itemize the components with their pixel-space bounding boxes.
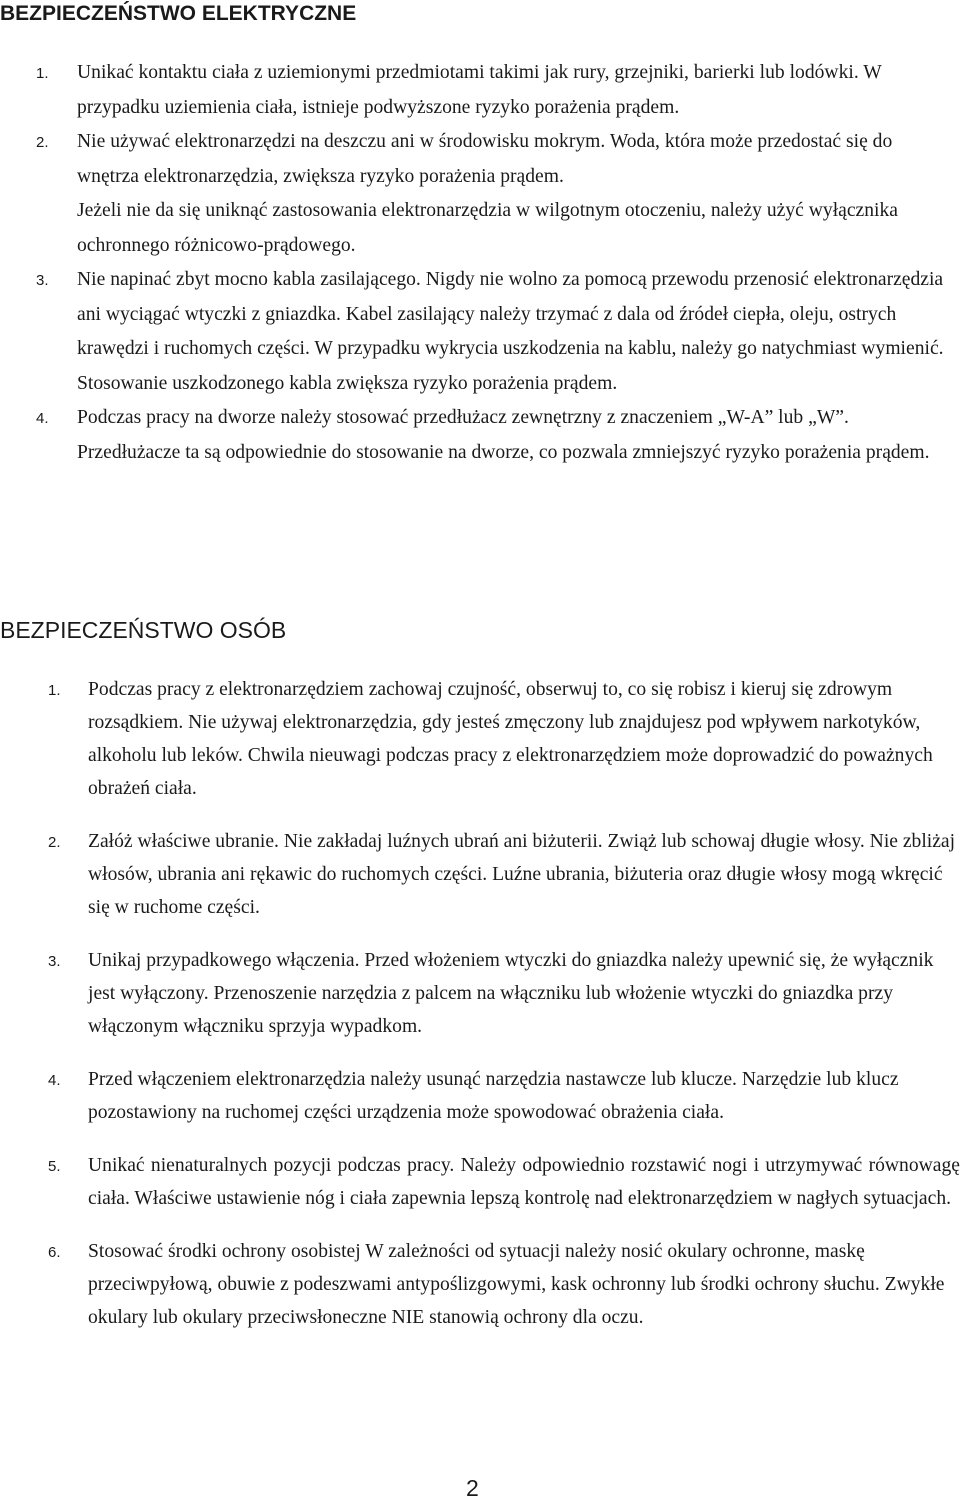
electrical-safety-list [36, 56, 948, 470]
page-number: 2 [466, 1475, 479, 1501]
item-number: 2. [36, 134, 49, 151]
item-number: 5. [48, 1158, 61, 1175]
item-text: Unikaj przypadkowego włączenia. Przed włożeniem wtyczki do gniazdka należy upewnić się, że wyłącznik jest wyłączony. Przenoszenie narzędzia z palcem na włączniku lub włożenie wtyczki do gniazdka przy włączonym włączniku sprzyja wypadkom. [88, 950, 934, 1037]
section-title-electrical-safety: BEZPIECZEŃSTWO ELEKTRYCZNE [0, 2, 357, 25]
item-number: 1. [48, 682, 61, 699]
item-text: Załóż właściwe ubranie. Nie zakładaj luźnych ubrań ani biżuterii. Zwiąż lub schowaj długie włosy. Nie zbliżaj włosów, ubrania ani rękawic do ruchomych części. Luźne ubrania, biżuteria oraz długie włosy mogą wkręcić się w ruchome części. [88, 831, 956, 918]
item-number: 1. [36, 65, 49, 82]
list-item [36, 125, 948, 263]
list-item [48, 944, 960, 1043]
item-text: Podczas pracy z elektronarzędziem zachowaj czujność, obserwuj to, co się robisz i kieruj się zdrowym rozsądkiem. Nie używaj elektronarzędzia, gdy jesteś zmęczony lub znajdujesz pod wpływem narkotyków, alkoholu lub leków. Chwila nieuwagi podczas pracy z elektronarzędziem może doprowadzić do poważnych obrażeń ciała. [88, 679, 933, 799]
item-text: Nie napinać zbyt mocno kabla zasilającego. Nigdy nie wolno za pomocą przewodu przenosić elektronarzędzia ani wyciągać wtyczki z gniazdka. Kabel zasilający należy trzymać z dala od źródeł ciepła, oleju, ostrych krawędzi i ruchomych części. W przypadku wykrycia uszkodzenia na kablu, należy go natychmiast wymienić. Stosowanie uszkodzonego kabla zwiększa ryzyko porażenia prądem. [77, 269, 944, 394]
list-item [48, 1149, 960, 1215]
item-number: 4. [36, 410, 49, 427]
item-text: Podczas pracy na dworze należy stosować przedłużacz zewnętrzny z znaczeniem „W-A” lub „W”. Przedłużacze ta są odpowiednie do stosowanie na dworze, co pozwala zmniejszyć ryzyko porażenia prądem. [77, 407, 930, 463]
item-text: Stosować środki ochrony osobistej W zależności od sytuacji należy nosić okulary ochronne, maskę przeciwpyłową, obuwie z podeszwami antypoślizgowymi, kask ochronny lub środki ochrony słuchu. Zwykłe okulary lub okulary przeciwsłoneczne NIE stanowią ochrony dla oczu. [88, 1241, 945, 1328]
list-item [48, 1235, 960, 1334]
item-text: Nie używać elektronarzędzi na deszczu ani w środowisku mokrym. Woda, która może przedostać się do wnętrza elektronarzędzia, zwiększa ryzyko porażenia prądem. [77, 131, 893, 187]
item-number: 4. [48, 1072, 61, 1089]
list-item [48, 1063, 960, 1129]
list-item [36, 401, 948, 470]
item-text: Unikać nienaturalnych pozycji podczas pracy. Należy odpowiednio rozstawić nogi i utrzymywać równowagę ciała. Właściwe ustawienie nóg i ciała zapewnia lepszą kontrolę nad elektronarzędziem w nagłych sytuacjach. [88, 1155, 960, 1209]
item-text: Przed włączeniem elektronarzędzia należy usunąć narzędzia nastawcze lub klucze. Narzędzie lub klucz pozostawiony na ruchomej części urządzenia może spowodować obrażenia ciała. [88, 1069, 899, 1123]
list-item [36, 263, 948, 401]
item-number: 2. [48, 834, 61, 851]
item-text: Unikać kontaktu ciała z uziemionymi przedmiotami takimi jak rury, grzejniki, barierki lub lodówki. W przypadku uziemienia ciała, istnieje podwyższone ryzyko porażenia prądem. [77, 62, 882, 118]
personal-safety-list [48, 673, 960, 1354]
item-number: 3. [48, 953, 61, 970]
item-number: 3. [36, 272, 49, 289]
list-item [36, 56, 948, 125]
item-number: 6. [48, 1244, 61, 1261]
list-item [48, 673, 960, 805]
list-item [48, 825, 960, 924]
section-title-personal-safety: BEZPIECZEŃSTWO OSÓB [0, 617, 287, 643]
item-text: Jeżeli nie da się uniknąć zastosowania elektronarzędzia w wilgotnym otoczeniu, należy użyć wyłącznika ochronnego różnicowo-prądowego. [77, 200, 898, 256]
